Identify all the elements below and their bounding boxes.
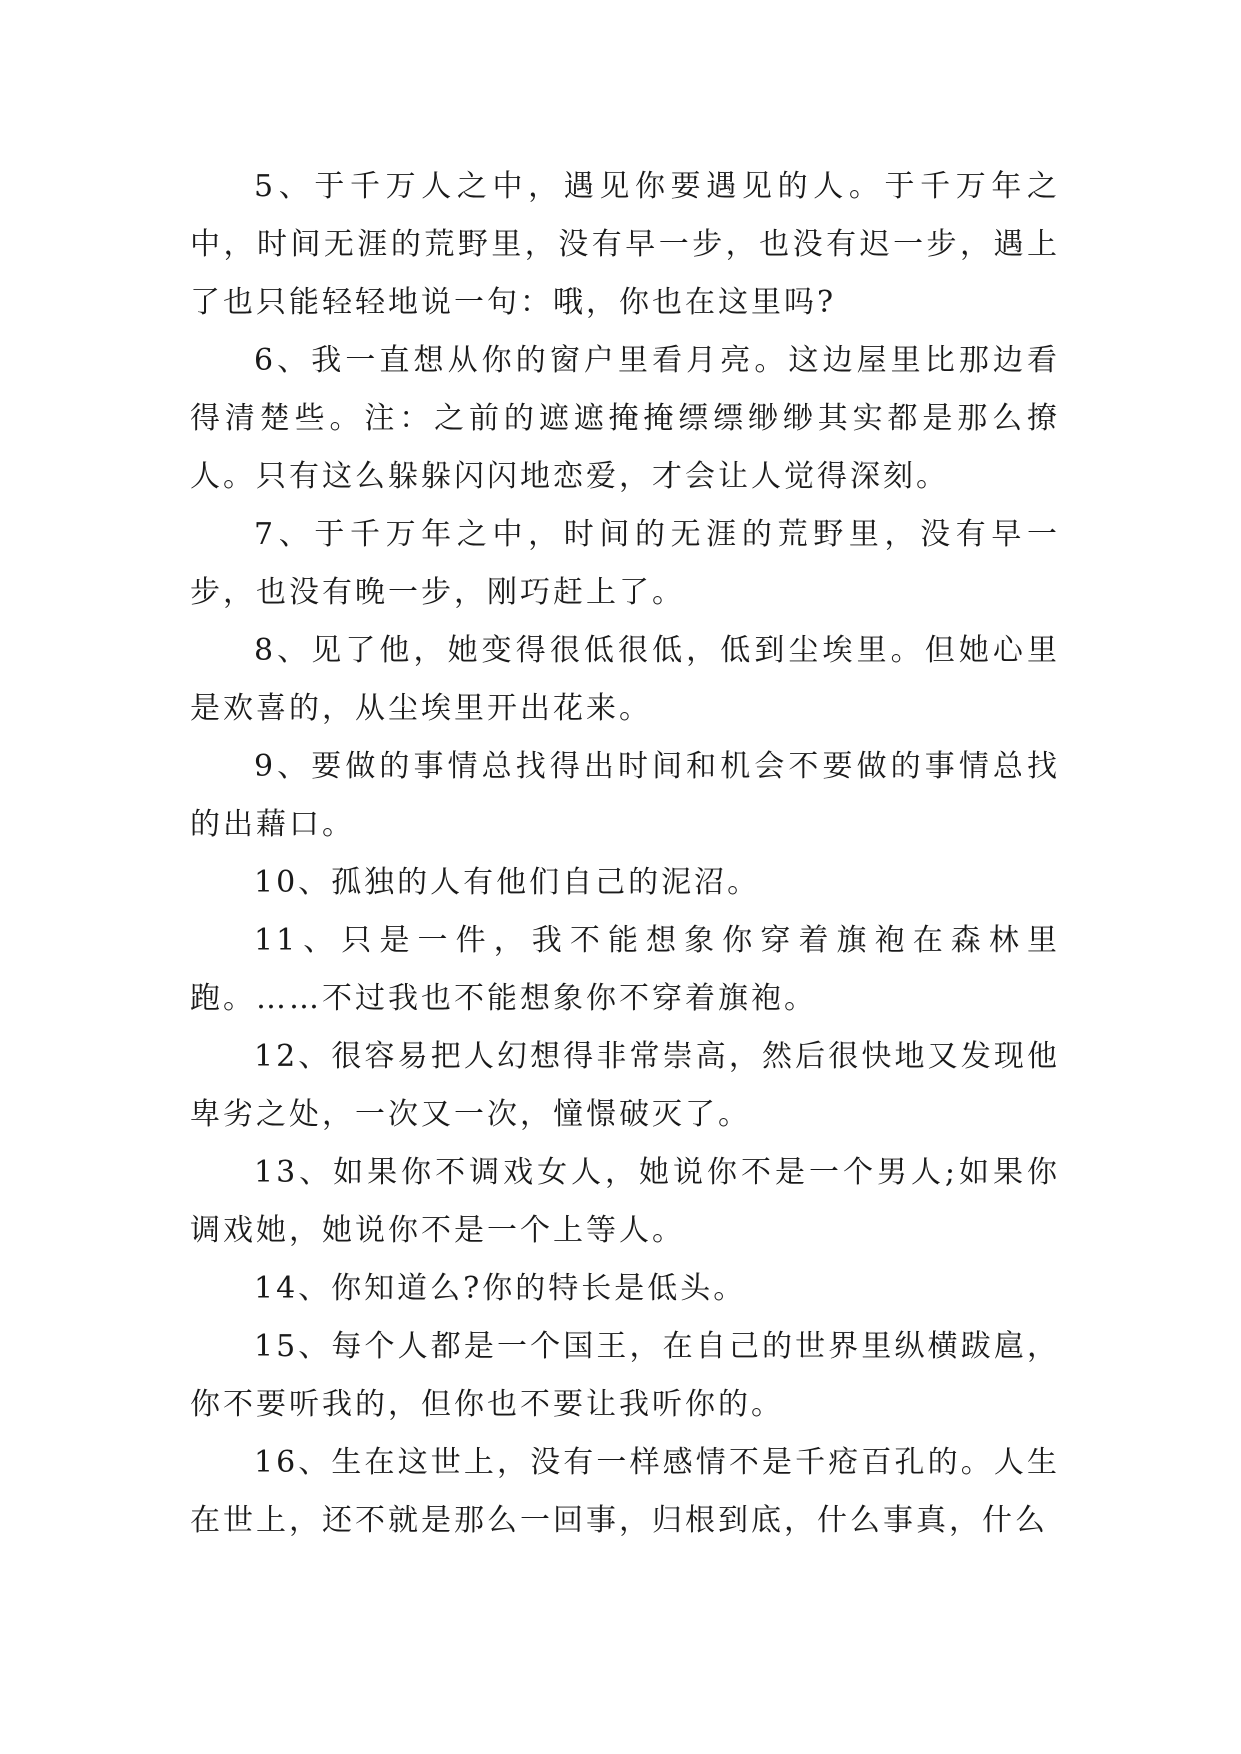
paragraph-11: 11、只是一件，我不能想象你穿着旗袍在森林里跑。……不过我也不能想象你不穿着旗袍。 [190,923,1060,1016]
paragraph-13: 13、如果你不调戏女人，她说你不是一个男人;如果你调戏她，她说你不是一个上等人。 [190,1155,1060,1248]
paragraph-16: 16、生在这世上，没有一样感情不是千疮百孔的。人生在世上，还不就是那么一回事，归根到底，什么事真，什么 [190,1445,1060,1538]
paragraph-8: 8、见了他，她变得很低很低，低到尘埃里。但她心里是欢喜的，从尘埃里开出花来。 [190,633,1060,726]
paragraph-10: 10、孤独的人有他们自己的泥沼。 [254,865,761,900]
paragraph-6: 6、我一直想从你的窗户里看月亮。这边屋里比那边看得清楚些。注：之前的遮遮掩掩缥缥缈缈其实都是那么撩人。只有这么躲躲闪闪地恋爱，才会让人觉得深刻。 [190,343,1060,494]
document-body [190,158,1060,1550]
paragraph-7: 7、于千万年之中，时间的无涯的荒野里，没有早一步，也没有晚一步，刚巧赶上了。 [190,517,1060,610]
paragraph-14: 14、你知道么?你的特长是低头。 [254,1271,747,1306]
paragraph-12: 12、很容易把人幻想得非常崇高，然后很快地又发现他卑劣之处，一次又一次，憧憬破灭了。 [190,1039,1060,1132]
paragraph-5: 5、于千万人之中，遇见你要遇见的人。于千万年之中，时间无涯的荒野里，没有早一步，也没有迟一步，遇上了也只能轻轻地说一句：哦，你也在这里吗? [190,169,1060,320]
paragraph-9: 9、要做的事情总找得出时间和机会不要做的事情总找的出藉口。 [190,749,1060,842]
paragraph-15: 15、每个人都是一个国王，在自己的世界里纵横跋扈，你不要听我的，但你也不要让我听你的。 [190,1329,1060,1422]
